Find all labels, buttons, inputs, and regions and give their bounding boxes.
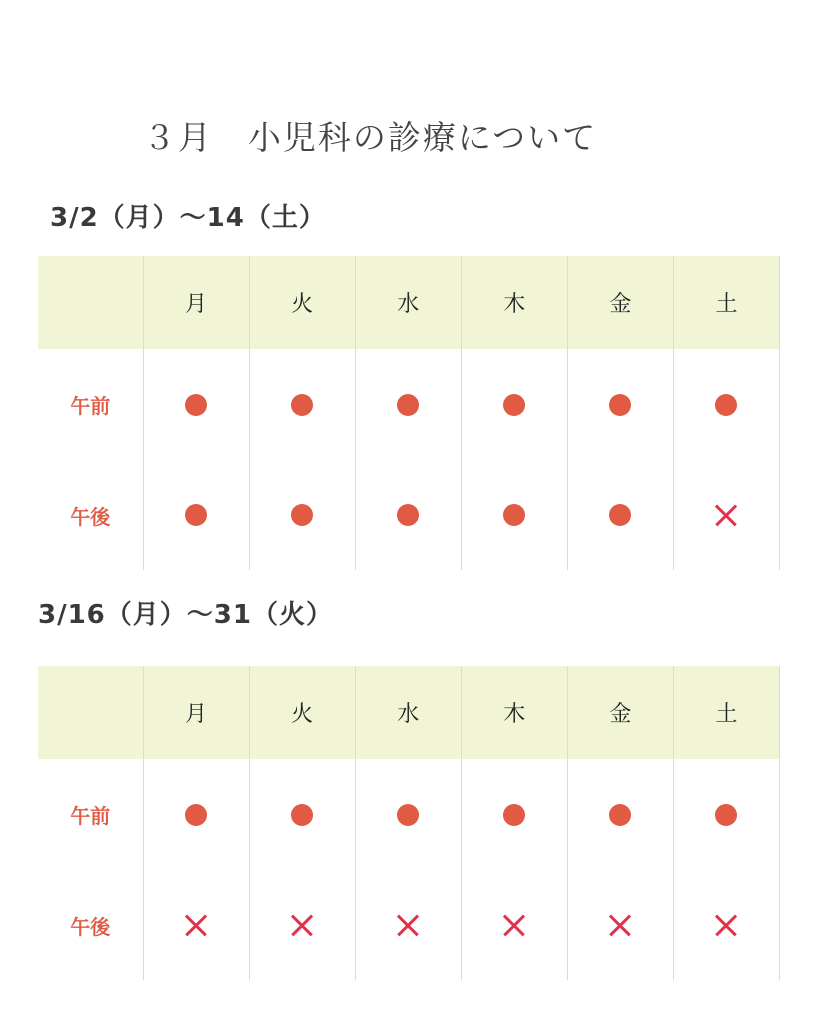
schedule-table-2 xyxy=(38,666,780,980)
status-cell xyxy=(143,349,249,460)
status-cell xyxy=(673,349,779,460)
header-row xyxy=(38,256,780,349)
open-dot-icon xyxy=(503,504,525,526)
status-cell xyxy=(143,759,249,870)
day-header-wed: 水 xyxy=(355,666,461,759)
day-header-thu: 木 xyxy=(461,666,567,759)
closed-cross-icon xyxy=(608,913,632,937)
closed-cross-icon xyxy=(396,913,420,937)
closed-cross-icon xyxy=(184,913,208,937)
day-header-sat: 土 xyxy=(673,666,779,759)
status-cell xyxy=(461,349,567,460)
status-cell xyxy=(143,460,249,570)
open-dot-icon xyxy=(503,394,525,416)
pm-row xyxy=(38,870,780,980)
closed-cross-icon xyxy=(714,503,738,527)
period-heading-1: 3/2（月）～14（土） xyxy=(50,203,326,233)
status-cell xyxy=(461,759,567,870)
day-header-mon: 月 xyxy=(143,256,249,349)
header-corner xyxy=(38,666,143,759)
status-cell xyxy=(249,460,355,570)
am-row xyxy=(38,759,780,870)
status-cell xyxy=(355,349,461,460)
status-cell xyxy=(249,870,355,980)
day-header-wed: 水 xyxy=(355,256,461,349)
page-title: ３月 小児科の診療について xyxy=(142,118,598,157)
open-dot-icon xyxy=(185,504,207,526)
status-cell xyxy=(673,759,779,870)
status-cell xyxy=(673,870,779,980)
open-dot-icon xyxy=(715,394,737,416)
day-header-tue: 火 xyxy=(249,666,355,759)
period-heading-2: 3/16（月）～31（火） xyxy=(38,600,333,630)
am-label: 午前 xyxy=(70,804,111,828)
schedule-table-1 xyxy=(38,256,780,570)
closed-cross-icon xyxy=(502,913,526,937)
status-cell xyxy=(567,870,673,980)
open-dot-icon xyxy=(609,804,631,826)
open-dot-icon xyxy=(185,804,207,826)
open-dot-icon xyxy=(397,394,419,416)
open-dot-icon xyxy=(397,504,419,526)
open-dot-icon xyxy=(715,804,737,826)
open-dot-icon xyxy=(291,504,313,526)
day-header-thu: 木 xyxy=(461,256,567,349)
day-header-tue: 火 xyxy=(249,256,355,349)
pm-row xyxy=(38,460,780,570)
status-cell xyxy=(567,349,673,460)
status-cell xyxy=(461,460,567,570)
day-header-fri: 金 xyxy=(567,666,673,759)
status-cell xyxy=(673,460,779,570)
header-row xyxy=(38,666,780,759)
status-cell xyxy=(355,460,461,570)
open-dot-icon xyxy=(185,394,207,416)
open-dot-icon xyxy=(291,394,313,416)
closed-cross-icon xyxy=(714,913,738,937)
open-dot-icon xyxy=(609,394,631,416)
pm-label: 午後 xyxy=(70,914,111,939)
status-cell xyxy=(567,460,673,570)
status-cell xyxy=(249,349,355,460)
am-label: 午前 xyxy=(70,394,111,418)
open-dot-icon xyxy=(397,804,419,826)
day-header-mon: 月 xyxy=(143,666,249,759)
status-cell xyxy=(461,870,567,980)
closed-cross-icon xyxy=(290,913,314,937)
header-corner xyxy=(38,256,143,349)
status-cell xyxy=(567,759,673,870)
status-cell xyxy=(143,870,249,980)
day-header-sat: 土 xyxy=(673,256,779,349)
open-dot-icon xyxy=(503,804,525,826)
open-dot-icon xyxy=(291,804,313,826)
day-header-fri: 金 xyxy=(567,256,673,349)
status-cell xyxy=(355,759,461,870)
status-cell xyxy=(249,759,355,870)
open-dot-icon xyxy=(609,504,631,526)
pm-label: 午後 xyxy=(70,504,111,529)
am-row xyxy=(38,349,780,460)
status-cell xyxy=(355,870,461,980)
